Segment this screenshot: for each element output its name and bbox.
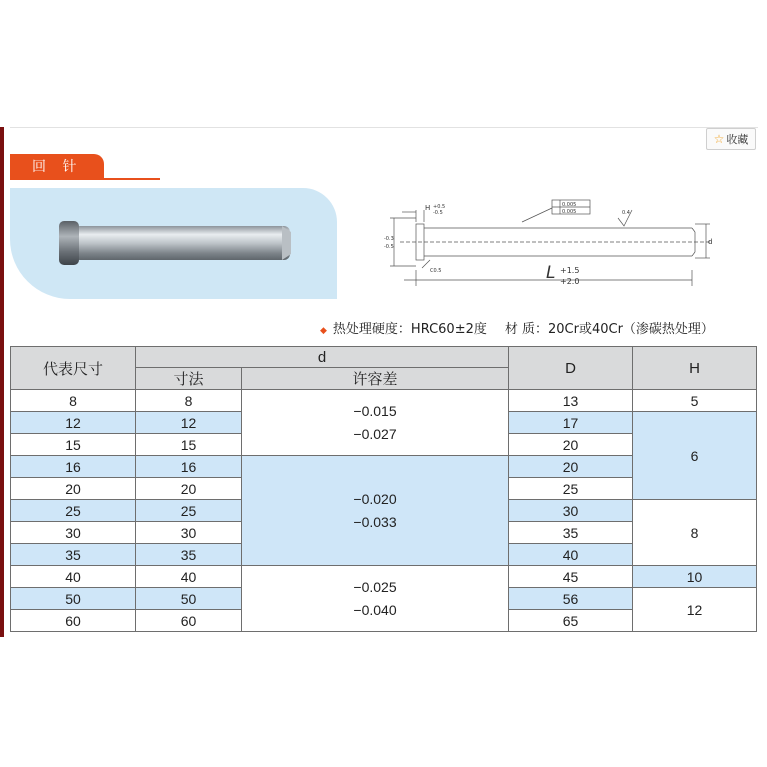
cell-H: 12	[633, 588, 757, 632]
header-H: H	[633, 347, 757, 390]
cell-size: 16	[11, 456, 136, 478]
spec-note	[320, 318, 760, 336]
left-edge-strip	[0, 127, 4, 637]
cell-d: 30	[136, 522, 242, 544]
tol-lower: −0.033	[353, 513, 397, 530]
left-dim-upper: -0.3	[384, 236, 394, 242]
cell-H: 8	[633, 500, 757, 566]
product-photo-panel	[10, 188, 337, 299]
length-tol-upper: +1.5	[560, 266, 580, 275]
cell-D: 35	[509, 522, 633, 544]
title-underline	[10, 178, 160, 180]
favorite-label: 收藏	[726, 133, 749, 146]
technical-drawing	[370, 196, 730, 294]
ejector-pin-image	[10, 188, 337, 299]
cell-D: 56	[509, 588, 633, 610]
cell-D: 30	[509, 500, 633, 522]
favorite-button[interactable]	[706, 128, 756, 150]
cell-d: 40	[136, 566, 242, 588]
cell-size: 8	[11, 390, 136, 412]
tol-lower: −0.027	[353, 425, 397, 442]
roughness-label: 0.4	[622, 210, 630, 216]
length-tol-lower: +2.0	[560, 277, 580, 286]
cell-H: 10	[633, 566, 757, 588]
cell-d: 8	[136, 390, 242, 412]
head-height-label: H	[425, 204, 431, 212]
star-icon: ☆	[713, 132, 725, 146]
left-dim-lower: -0.5	[384, 244, 394, 250]
header-d-size: 寸法	[136, 368, 242, 390]
cell-tolerance	[242, 566, 509, 632]
cell-H: 5	[633, 390, 757, 412]
cell-size: 12	[11, 412, 136, 434]
tol-lower: −0.040	[353, 601, 397, 618]
header-d-tol: 许容差	[242, 368, 509, 390]
product-title-tab	[10, 154, 104, 178]
cell-H: 6	[633, 412, 757, 500]
table-row	[11, 390, 757, 412]
header-D: D	[509, 347, 633, 390]
head-tol-upper: +0.5	[433, 204, 446, 210]
header-size: 代表尺寸	[11, 347, 136, 390]
cell-D: 65	[509, 610, 633, 632]
cell-d: 15	[136, 434, 242, 456]
gdt-value-2: 0.005	[562, 209, 577, 215]
cell-d: 12	[136, 412, 242, 434]
gdt-value-1: 0.005	[562, 202, 577, 208]
hardness-note: 热处理硬度：HRC60±2度	[332, 322, 487, 337]
cell-D: 13	[509, 390, 633, 412]
cell-D: 17	[509, 412, 633, 434]
cell-size: 60	[11, 610, 136, 632]
cell-size: 40	[11, 566, 136, 588]
section-divider	[10, 127, 758, 128]
cell-D: 25	[509, 478, 633, 500]
cell-D: 20	[509, 434, 633, 456]
table-row	[11, 566, 757, 588]
cell-d: 16	[136, 456, 242, 478]
cell-tolerance	[242, 390, 509, 456]
material-note: 材 质：20Cr或40Cr（渗碳热处理）	[504, 322, 714, 337]
tol-upper: −0.025	[353, 578, 397, 595]
cell-d: 25	[136, 500, 242, 522]
diamond-bullet-icon: ◆	[320, 326, 327, 336]
header-d: d	[136, 347, 509, 368]
cell-D: 20	[509, 456, 633, 478]
cell-D: 45	[509, 566, 633, 588]
cell-size: 35	[11, 544, 136, 566]
product-title: 回 针	[32, 159, 83, 175]
tol-upper: −0.015	[353, 402, 397, 419]
cell-size: 30	[11, 522, 136, 544]
head-tol-lower: -0.5	[433, 210, 443, 216]
length-label: L	[546, 263, 556, 283]
cell-size: 50	[11, 588, 136, 610]
cell-D: 40	[509, 544, 633, 566]
spec-table	[10, 346, 757, 632]
cell-d: 60	[136, 610, 242, 632]
chamfer-label: C0.5	[430, 268, 442, 274]
cell-size: 25	[11, 500, 136, 522]
tol-upper: −0.020	[353, 490, 397, 507]
cell-d: 50	[136, 588, 242, 610]
cell-size: 20	[11, 478, 136, 500]
cell-tolerance	[242, 456, 509, 566]
cell-size: 15	[11, 434, 136, 456]
cell-d: 20	[136, 478, 242, 500]
cell-d: 35	[136, 544, 242, 566]
right-dim-label: d	[708, 238, 713, 246]
